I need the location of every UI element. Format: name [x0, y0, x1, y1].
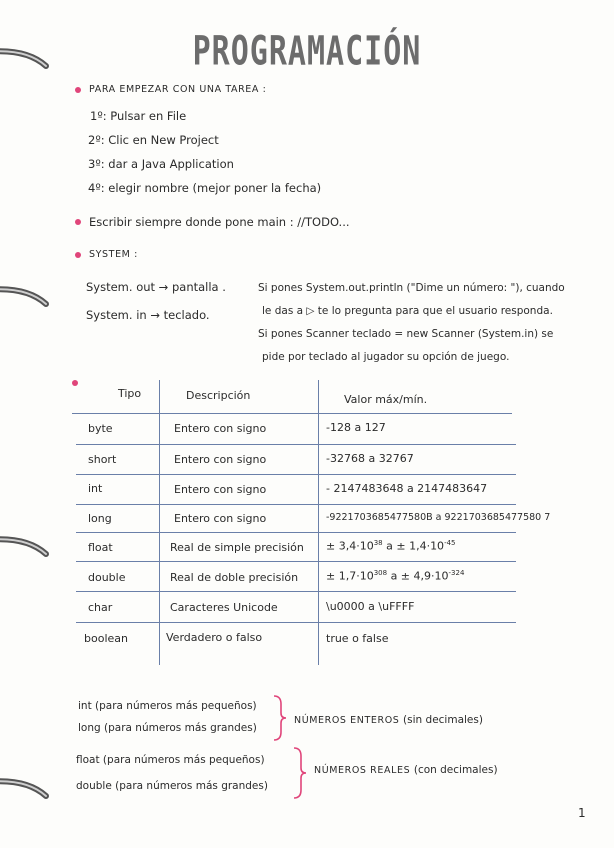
- curly-brace-icon: [292, 746, 308, 800]
- page-title: PROGRAMACIÓN: [192, 28, 422, 76]
- table-header-valor: Valor máx/mín.: [344, 393, 428, 406]
- summary-int: int (para números más pequeños): [78, 700, 257, 712]
- todo-note: Escribir siempre donde pone main : //TODO...: [89, 215, 350, 229]
- table-cell-type: byte: [88, 422, 113, 435]
- table-header-tipo: Tipo: [118, 387, 142, 400]
- summary-float: float (para números más pequeños): [76, 754, 265, 766]
- bullet-icon: [72, 380, 78, 386]
- table-cell-range: \u0000 a \uFFFF: [326, 600, 415, 613]
- table-cell-description: Entero con signo: [174, 422, 267, 435]
- curly-brace-icon: [272, 694, 288, 742]
- table-cell-type: boolean: [84, 632, 128, 645]
- table-cell-description: Entero con signo: [174, 453, 267, 466]
- table-cell-description: Real de simple precisión: [170, 541, 304, 554]
- step-3: 3º: dar a Java Application: [88, 157, 234, 171]
- section-heading-system: SYSTEM :: [89, 249, 138, 260]
- bullet-icon: [75, 87, 81, 93]
- table-cell-range: ± $1,7\cdot 10^{308}$ $a \pm 4,9\cdot 10^{-324}$: [326, 569, 465, 583]
- summary-double: double (para números más grandes): [76, 780, 268, 792]
- table-cell-type: float: [88, 541, 113, 554]
- page-number: 1: [578, 806, 586, 820]
- enteros-label: NÚMEROS ENTEROS (sin decimales): [294, 714, 483, 726]
- table-cell-description: Entero con signo: [174, 483, 267, 496]
- table-cell-type: int: [88, 482, 103, 495]
- table-cell-range: -32768 a 32767: [326, 452, 414, 465]
- system-out-note: System. out → pantalla .: [86, 280, 226, 294]
- table-header-descripcion: Descripción: [186, 389, 251, 402]
- table-cell-type: long: [88, 512, 112, 525]
- section-heading-tarea: PARA EMPEZAR CON UNA TAREA :: [89, 84, 267, 95]
- table-cell-range: -128 a 127: [326, 421, 386, 434]
- system-explanation-line: le das a ▷ te lo pregunta para que el usuario responda.: [262, 305, 553, 317]
- step-1: 1º: Pulsar en File: [90, 109, 187, 123]
- system-explanation-line: pide por teclado al jugador su opción de juego.: [262, 351, 510, 363]
- table-cell-type: char: [88, 601, 113, 614]
- bullet-icon: [75, 219, 81, 225]
- table-cell-description: Caracteres Unicode: [170, 601, 278, 614]
- system-in-note: System. in → teclado.: [86, 308, 210, 322]
- binder-ring-icon: [0, 778, 56, 804]
- binder-ring-icon: [0, 286, 56, 312]
- table-cell-description: Entero con signo: [174, 512, 267, 525]
- table-cell-range: - 2147483648 a 2147483647: [326, 482, 488, 495]
- step-4: 4º: elegir nombre (mejor poner la fecha): [88, 181, 322, 195]
- table-cell-range: true o false: [326, 632, 389, 645]
- table-cell-type: double: [88, 571, 126, 584]
- reales-label: NÚMEROS REALES (con decimales): [314, 764, 498, 776]
- step-2: 2º: Clic en New Project: [88, 133, 219, 147]
- system-explanation-line: Si pones Scanner teclado = new Scanner (System.in) se: [258, 328, 554, 340]
- bullet-icon: [75, 252, 81, 258]
- table-cell-range: ± $3,4\cdot 10^{38}$ $a \pm 1,4\cdot 10^{-45}$: [326, 539, 456, 553]
- table-cell-description: Verdadero o falso: [166, 631, 263, 644]
- binder-ring-icon: [0, 536, 56, 562]
- table-cell-description: Real de doble precisión: [170, 571, 299, 584]
- table-cell-type: short: [88, 453, 117, 466]
- table-cell-range: -9221703685477580B a 9221703685477580 7: [326, 512, 551, 523]
- system-explanation-line: Si pones System.out.println ("Dime un número: "), cuando: [258, 282, 565, 294]
- summary-long: long (para números más grandes): [78, 722, 257, 734]
